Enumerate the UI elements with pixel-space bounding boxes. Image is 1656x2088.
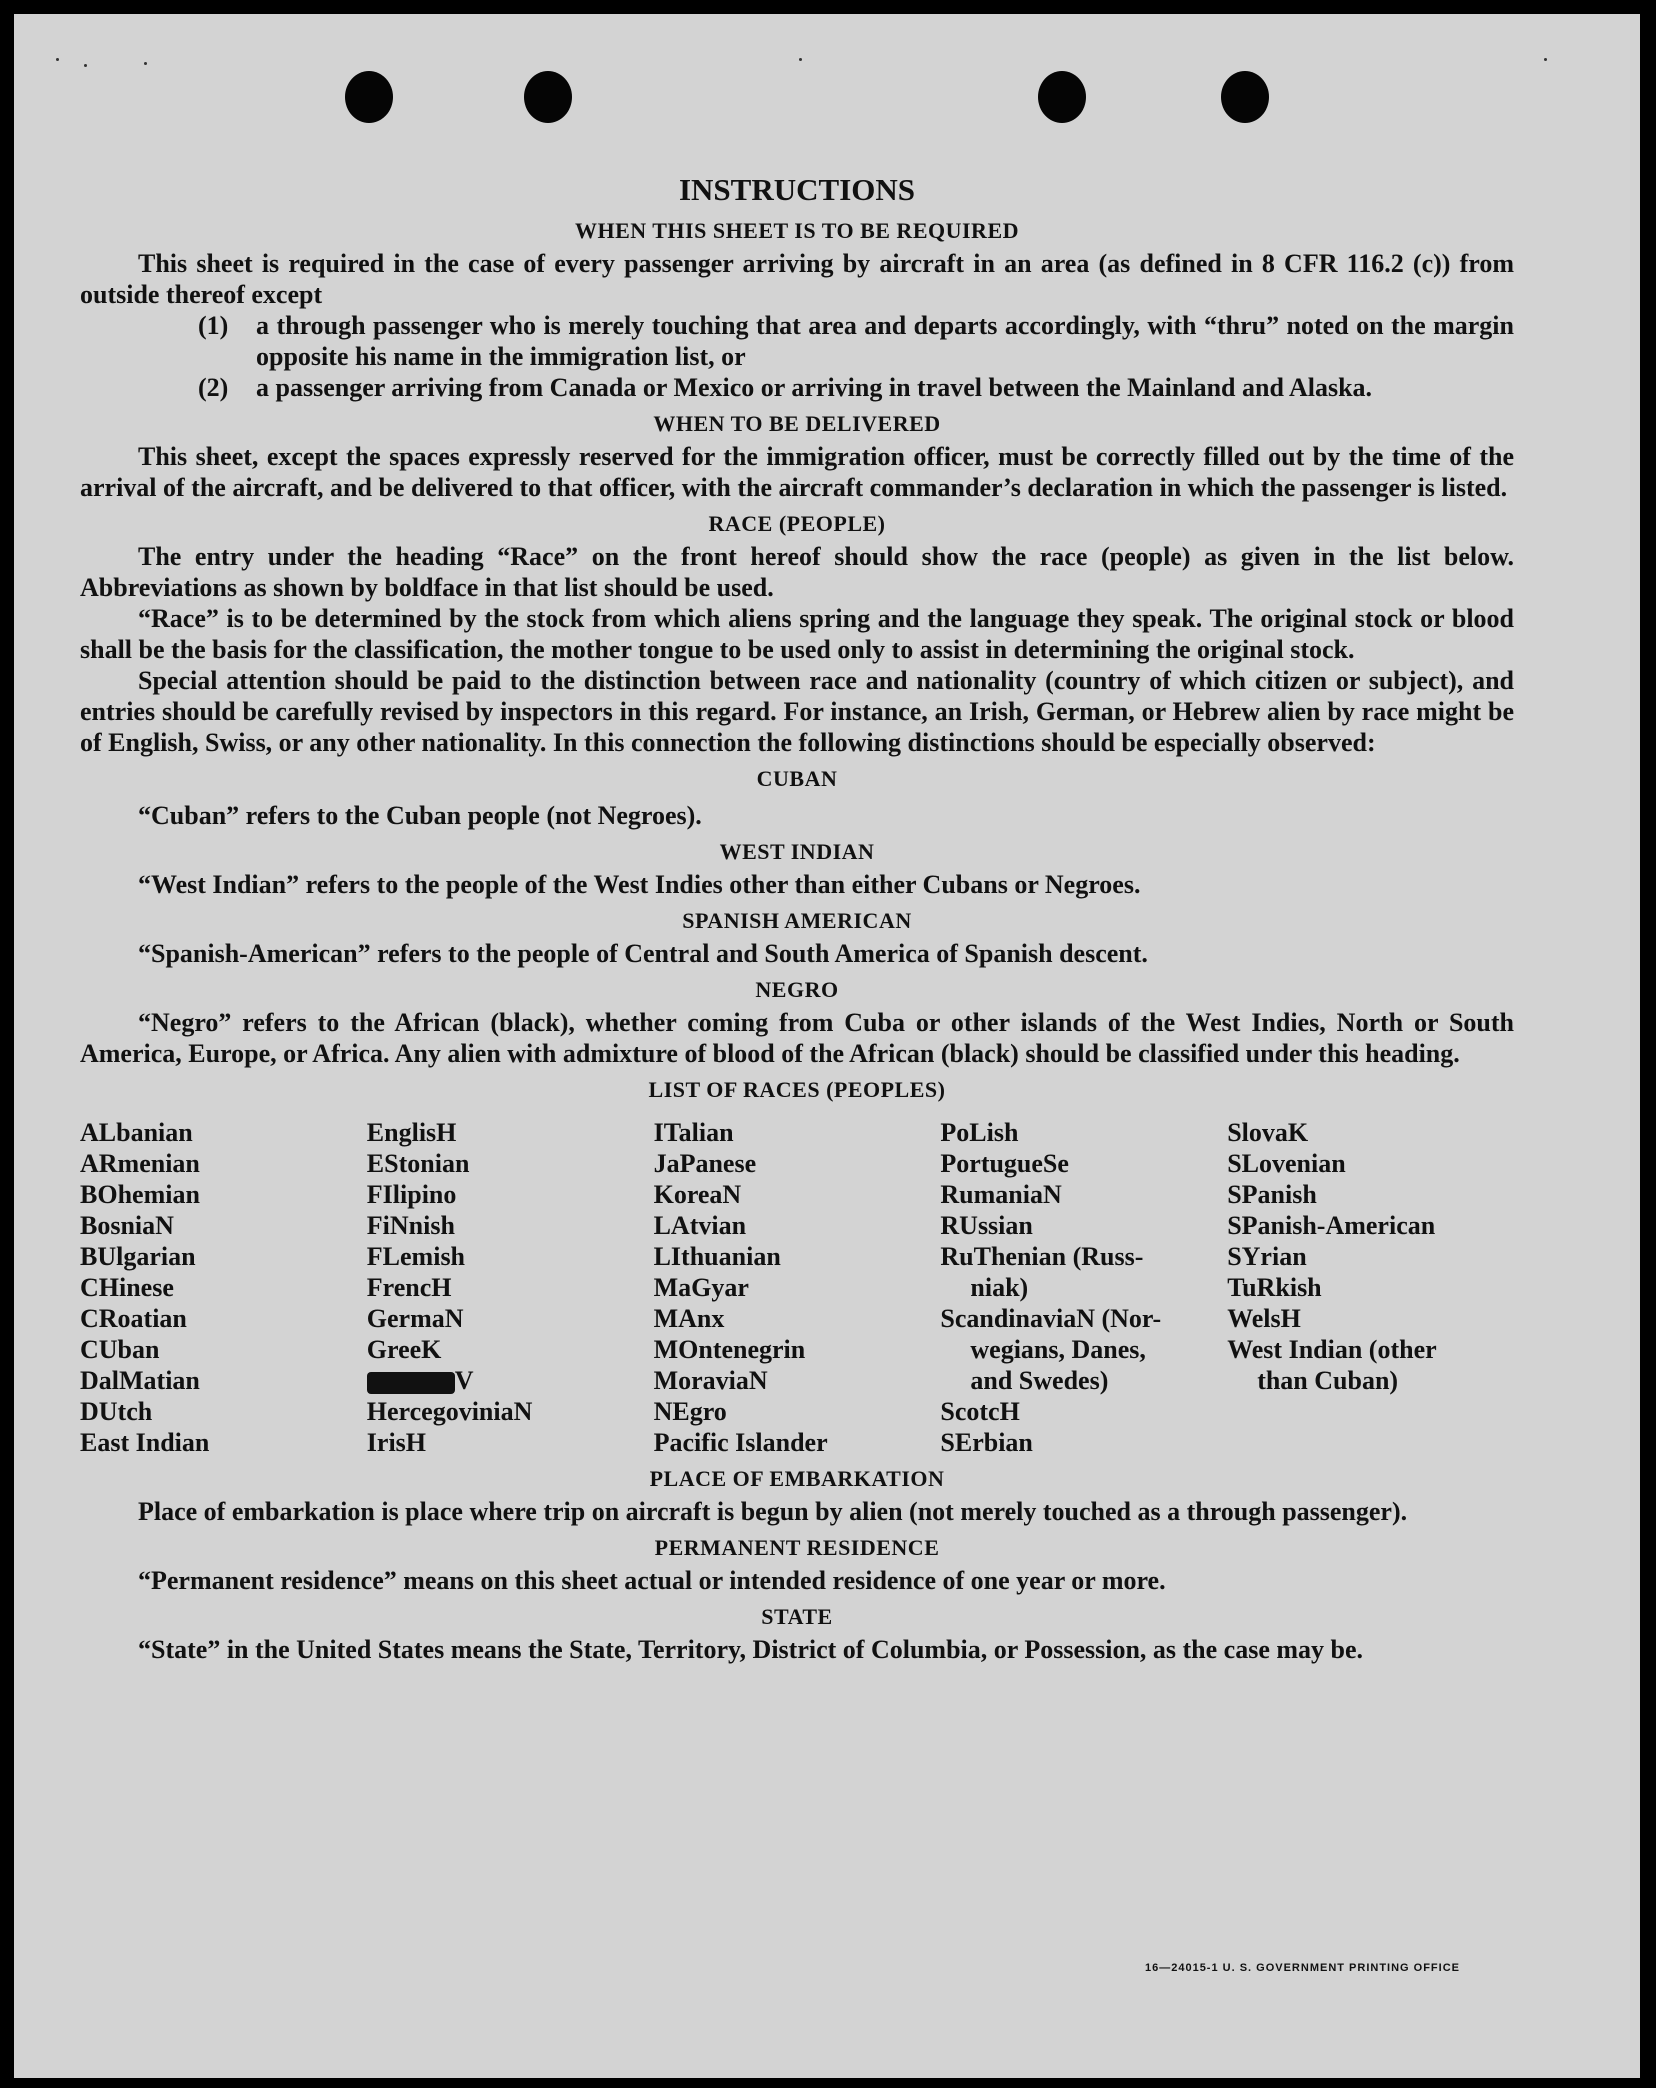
race-entry: RumaniaN [940,1180,1062,1209]
heading-list-of-races: LIST OF RACES (PEOPLES) [648,1077,946,1102]
race-entry: BUlgarian [80,1242,196,1271]
heading-west-indian: WEST INDIAN [719,839,875,864]
race-entry: EnglisH [366,1118,457,1147]
races-column-2-top [367,1117,654,1365]
heading-when-delivered: WHEN TO BE DELIVERED [653,411,941,436]
item-text: a passenger arriving from Canada or Mexico or arriving in travel between the Mainland and Alaska. [256,373,1373,402]
heading-when-required: WHEN THIS SHEET IS TO BE REQUIRED [574,218,1020,243]
race-entry: RuThenian (Russ- [940,1242,1144,1271]
heading-negro: NEGRO [755,977,839,1002]
race-entry: CHinese [80,1273,174,1302]
race-entry: SlovaK [1227,1118,1309,1147]
heading-embarkation: PLACE OF EMBARKATION [649,1466,945,1491]
race-entry: JaPanese [653,1149,757,1178]
required-item-1 [80,310,1514,372]
race-paragraph-3: Special attention should be paid to the distinction between race and nationality (country of which citizen or subject), and entries should be carefully revised by inspectors in this regard. For instance, an Irish, German, or Hebrew alien by race might be of English, Swiss, or any other nationality. In this connection the following distinctions should be especially observed: [80,666,1514,757]
required-intro-except: except [251,280,323,309]
race-entry: West Indian (other [1227,1335,1437,1364]
speck [56,58,59,61]
race-entry: MAnx [653,1304,725,1333]
race-entry: GreeK [366,1335,442,1364]
race-entry: FrencH [366,1273,452,1302]
heading-spanish-american: SPANISH AMERICAN [682,908,912,933]
negro-text: “Negro” refers to the African (black), whether coming from Cuba or other islands of the West Indies, North or South America, Europe, or Africa. Any alien with admixture of blood of the African (black) should be classified under this heading. [80,1008,1514,1068]
residence-text: “Permanent residence” means on this sheet actual or intended residence of one year or more. [138,1566,1166,1595]
redaction-mark [367,1372,455,1394]
speck [799,58,802,61]
heading-race: RACE (PEOPLE) [708,511,886,536]
speck [84,64,87,67]
race-entry: DUtch [80,1397,153,1426]
page-title: INSTRUCTIONS [678,172,915,207]
race-entry: LAtvian [653,1211,747,1240]
race-entry: EStonian [366,1149,470,1178]
item-text: a through passenger who is merely touching that area and departs accordingly, with “thru” noted on the margin opposite his name in the immigration list, or [256,311,1514,371]
race-entry: SPanish-American [1227,1211,1436,1240]
race-entry: MaGyar [653,1273,749,1302]
race-entry: SLovenian [1227,1149,1346,1178]
race-entry: LIthuanian [653,1242,781,1271]
race-paragraph-1: The entry under the heading “Race” on the front hereof should show the race (people) as given in the list below. Abbreviations as shown by boldface in that list should be used. [80,542,1514,602]
required-item-2 [80,372,1514,403]
heading-state: STATE [761,1604,833,1629]
race-entry: BosniaN [80,1211,174,1240]
required-intro [80,248,1514,310]
race-entry: CRoatian [80,1304,187,1333]
race-entry: PortugueSe [940,1149,1069,1178]
race-entry: ALbanian [80,1118,193,1147]
race-entry: East Indian [80,1428,210,1457]
redacted-entry [367,1365,654,1396]
race-entry: ScandinaviaN (Nor- [940,1304,1162,1333]
west-indian-text: “West Indian” refers to the people of the West Indies other than either Cubans or Negroes. [138,870,1141,899]
spanish-american-text: “Spanish-American” refers to the people of Central and South America of Spanish descent. [138,939,1148,968]
races-column-4-top [940,1117,1227,1241]
required-intro-text: This sheet is required in the case of every passenger arriving by aircraft in an area (as defined in 8 CFR 116.2 (c)) from outside thereof [80,249,1514,309]
race-paragraph-2: “Race” is to be determined by the stock from which aliens spring and the language they speak. The original stock or blood shall be the basis for the classification, the mother tongue to be used only to assist in determining the original stock. [80,604,1514,664]
races-column-2-bottom [367,1396,654,1458]
punch-hole [345,71,393,123]
cuban-text: “Cuban” refers to the Cuban people (not Negroes). [138,801,702,830]
races-column-4 [940,1117,1227,1458]
race-entry: ARmenian [80,1149,200,1178]
race-entry: SYrian [1227,1242,1307,1271]
speck [144,62,147,65]
document-sheet [14,14,1640,2078]
race-entry: NEgro [653,1397,727,1426]
heading-permanent-residence: PERMANENT RESIDENCE [654,1535,940,1560]
race-entry: FiNnish [366,1211,455,1240]
punch-hole [1038,71,1086,123]
race-entry-continuation: and Swedes) [970,1366,1109,1395]
heading-cuban: CUBAN [756,766,838,791]
race-entry: TuRkish [1227,1273,1322,1302]
races-list [80,1117,1514,1458]
printing-office-footer: 16—24015-1 U. S. GOVERNMENT PRINTING OFFICE [1144,1962,1460,1974]
races-column-1 [80,1117,367,1458]
race-entry-continuation: wegians, Danes, [970,1335,1146,1364]
race-entry-continuation: niak) [970,1273,1029,1302]
race-entry: DalMatian [80,1366,200,1395]
race-entry: PoLish [940,1118,1019,1147]
speck [1544,58,1547,61]
redacted-entry-tail: V [454,1366,474,1395]
races-column-2 [367,1117,654,1458]
races-column-4-bottom [940,1396,1227,1458]
race-entry: CUban [80,1335,160,1364]
race-entry-continuation: than Cuban) [1257,1366,1399,1395]
race-entry: HercegoviniaN [366,1397,533,1426]
race-entry: ITalian [653,1118,734,1147]
embarkation-text: Place of embarkation is place where trip on aircraft is begun by alien (not merely touched as a through passenger). [138,1497,1408,1526]
punch-hole [1221,71,1269,123]
race-entry: IrisH [366,1428,427,1457]
item-number: (1) [198,311,229,340]
race-entry: Pacific Islander [653,1428,828,1457]
race-entry: BOhemian [80,1180,200,1209]
races-column-3 [654,1117,941,1458]
race-entry: GermaN [366,1304,464,1333]
state-text: “State” in the United States means the State, Territory, District of Columbia, or Possession, as the case may be. [138,1635,1364,1664]
instructions-body [80,164,1514,1665]
race-entry: MoraviaN [653,1366,768,1395]
race-entry: WelsH [1227,1304,1301,1333]
race-entry: MOntenegrin [653,1335,806,1364]
race-entry: SErbian [940,1428,1033,1457]
item-number: (2) [198,373,229,402]
punch-hole [524,71,572,123]
race-entry: ScotcH [940,1397,1020,1426]
race-entry: KoreaN [653,1180,742,1209]
race-entry: FIlipino [366,1180,457,1209]
race-entry: SPanish [1227,1180,1317,1209]
race-entry: RUssian [940,1211,1033,1240]
race-entry: FLemish [366,1242,466,1271]
races-column-5 [1227,1117,1514,1458]
delivered-text: This sheet, except the spaces expressly reserved for the immigration officer, must be correctly filled out by the time of the arrival of the aircraft, and be delivered to that officer, with the aircraft commander’s declaration in which the passenger is listed. [80,442,1514,502]
races-column-5-top [1227,1117,1514,1334]
